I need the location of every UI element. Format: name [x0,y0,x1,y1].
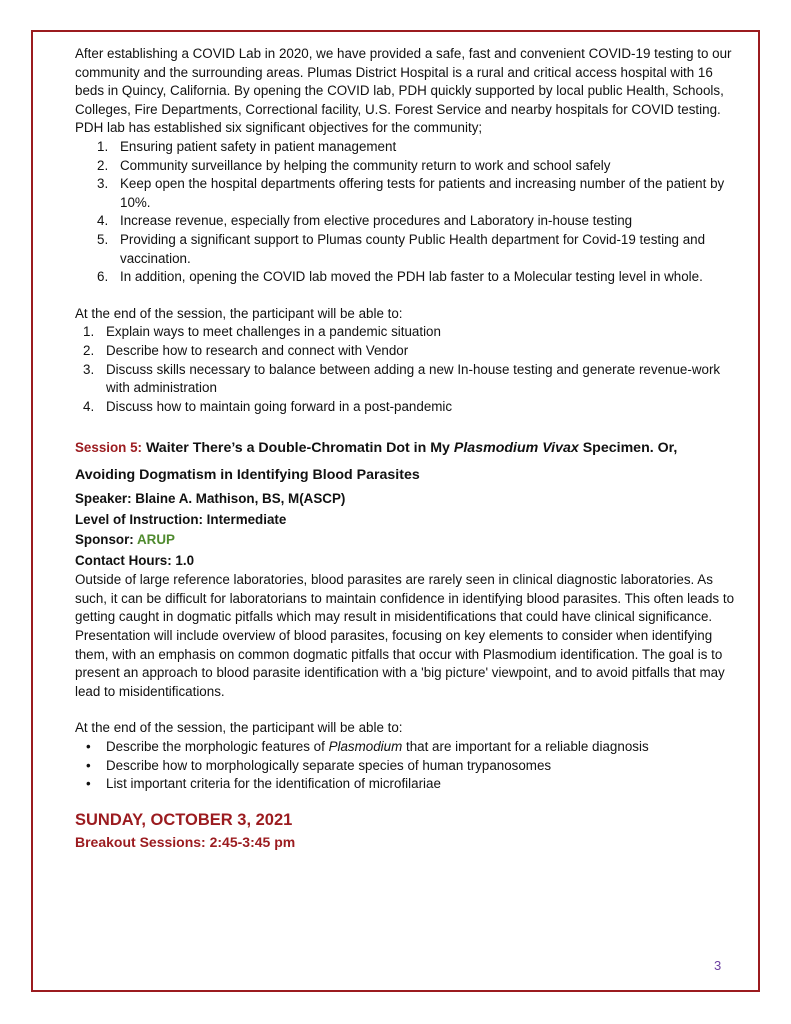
contact-hours: Contact Hours: 1.0 [75,552,195,568]
bullet: • [86,757,91,773]
list-number: 6. [97,269,109,285]
sponsor [75,530,735,551]
page-number: 3 [714,958,722,973]
session-outcomes-lead: At the end of the session, the participant will be able to: [75,720,403,736]
bullet: • [86,776,91,792]
sponsor-label: Sponsor: [75,532,134,548]
list-item [75,138,735,157]
intro-paragraph: After establishing a COVID Lab in 2020, we have provided a safe, fast and convenient COVID-19 testing to our community and the surrounding areas. Plumas District Hospital is a rural and critical access hospital with 16 beds in Quincy, California. By opening the COVID lab, PDH quickly supported by local public Health, Schools, Colleges, Fire Departments, Correctional facility, U.S. Forest Service and nearby hospitals for COVID testing. [75,46,732,117]
outcome-text-post: that are important for a reliable diagnosis [405,739,649,755]
list-number: 4. [83,398,95,414]
outcome-text: Describe how to morphologically separate species of human trypanosomes [106,757,552,773]
list-item-text: Discuss skills necessary to balance between adding a new In-house testing and generate revenue-work with administration [106,361,721,396]
day-heading: SUNDAY, OCTOBER 3, 2021 [75,810,293,829]
session-title-part2: Specimen. Or, Avoiding Dogmatism in Identifying Blood Parasites [75,440,678,484]
list-item [75,342,735,361]
list-number: 5. [97,231,109,247]
sponsor-name: ARUP [137,532,175,548]
list-item-text: In addition, opening the COVID lab moved the PDH lab faster to a Molecular testing level in whole. [120,269,703,285]
session-description: Outside of large reference laboratories, blood parasites are rarely seen in clinical diagnostic laboratories. As such, it can be difficult for laboratorians to maintain confidence in identifying blood parasites. This often leads to getting caught in dogmatic pitfalls which may result in misidentifications that could have clinical significance. Presentation will include overview of blood parasites, focusing on key elements to consider when identifying them, with an emphasis on common dogmatic pitfalls that occur with Plasmodium identification. The goal is to present an approach to blood parasite identification with a 'big picture' viewpoint, and to avoid pitfalls that may lead to misidentifications. [75,572,735,699]
session-outcomes-list [75,738,735,794]
list-item [75,231,735,268]
objectives-list [75,138,735,287]
list-item-text: Ensuring patient safety in patient management [120,138,397,154]
list-number: 3. [97,176,109,192]
objectives-lead: PDH lab has established six significant objectives for the community; [75,120,483,136]
list-number: 2. [83,342,95,358]
outcomes-lead: At the end of the session, the participant will be able to: [75,305,403,321]
list-item-text: Describe how to research and connect with Vendor [106,342,409,358]
list-item [75,268,735,287]
list-item [75,361,735,398]
bullet: • [86,739,91,755]
outcomes-list [75,323,735,416]
list-item [75,757,735,776]
list-item [75,212,735,231]
list-item-text: Providing a significant support to Plumas county Public Health department for Covid-19 testing and vaccination. [120,231,706,266]
list-number: 4. [97,213,109,229]
list-number: 2. [97,157,109,173]
list-number: 1. [97,138,109,154]
list-number: 1. [83,324,95,340]
list-item-text: Discuss how to maintain going forward in a post-pandemic [106,398,453,414]
outcome-text: List important criteria for the identification of microfilariae [106,776,441,792]
list-item [75,175,735,212]
page-content [75,45,735,852]
list-item [75,398,735,417]
session-label: Session 5: [75,440,142,456]
session-title-part1: Waiter There’s a Double-Chromatin Dot in My [145,440,450,457]
breakout-sessions: Breakout Sessions: 2:45-3:45 pm [75,833,296,850]
instruction-level: Level of Instruction: Intermediate [75,511,287,527]
list-item [75,738,735,757]
outcome-italic: Plasmodium [328,739,403,755]
list-number: 3. [83,361,95,377]
list-item-text: Keep open the hospital departments offering tests for patients and increasing number of the patient by 10%. [120,176,725,210]
session-title-italic: Plasmodium Vivax [453,440,579,457]
session-title [75,434,735,489]
list-item [75,323,735,342]
list-item-text: Community surveillance by helping the community return to work and school safely [120,157,611,173]
list-item [75,157,735,176]
list-item [75,775,735,794]
list-item-text: Increase revenue, especially from elective procedures and Laboratory in-house testing [120,213,633,229]
list-item-text: Explain ways to meet challenges in a pandemic situation [106,324,441,340]
speaker: Speaker: Blaine A. Mathison, BS, M(ASCP) [75,491,346,507]
outcome-text-pre: Describe the morphologic features of [106,739,325,755]
